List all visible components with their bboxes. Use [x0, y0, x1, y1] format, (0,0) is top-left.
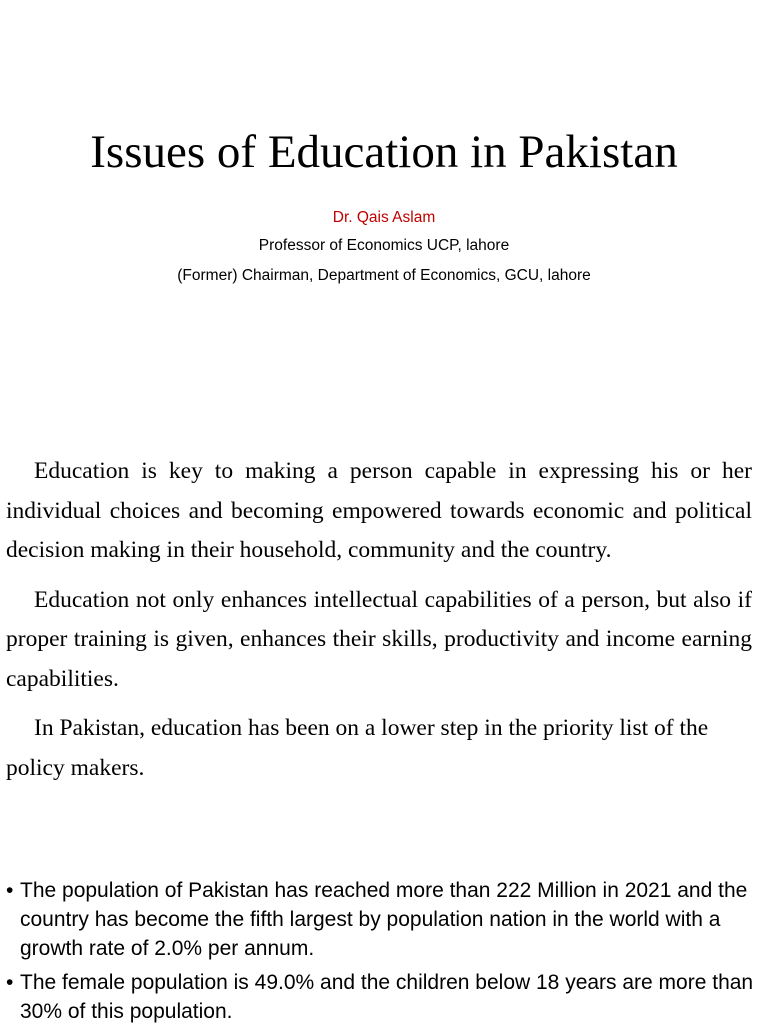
author-title-former: (Former) Chairman, Department of Economics, GCU, lahore: [177, 267, 591, 284]
bullet-marker: •: [6, 879, 14, 902]
body-paragraph: Education is key to making a person capable in expressing his or her individual choices and becoming empowered towards economic and political decision making in their household, community and the country.: [6, 458, 752, 563]
bullet-marker: •: [6, 971, 14, 994]
bullet-item: [6, 876, 756, 963]
body-section: [6, 452, 752, 798]
body-paragraph: In Pakistan, education has been on a lower step in the priority list of the policy makers.: [6, 715, 709, 781]
body-paragraph: Education not only enhances intellectual capabilities of a person, but also if proper training is given, enhances their skills, productivity and income earning capabilities.: [6, 586, 752, 692]
bullet-text: The female population is 49.0% and the children below 18 years are more than 30% of this population.: [20, 971, 754, 1023]
bullet-item: [6, 968, 756, 1026]
bullet-text: The population of Pakistan has reached more than 222 Million in 2021 and the country has become the fifth largest by population nation in the world with a growth rate of 2.0% per annum.: [20, 879, 748, 960]
author-title-current: Professor of Economics UCP, lahore: [258, 237, 510, 254]
page-title: Issues of Education in Pakistan: [90, 126, 678, 178]
author-name: Dr. Qais Aslam: [332, 209, 436, 226]
bullet-list: [6, 876, 756, 1031]
